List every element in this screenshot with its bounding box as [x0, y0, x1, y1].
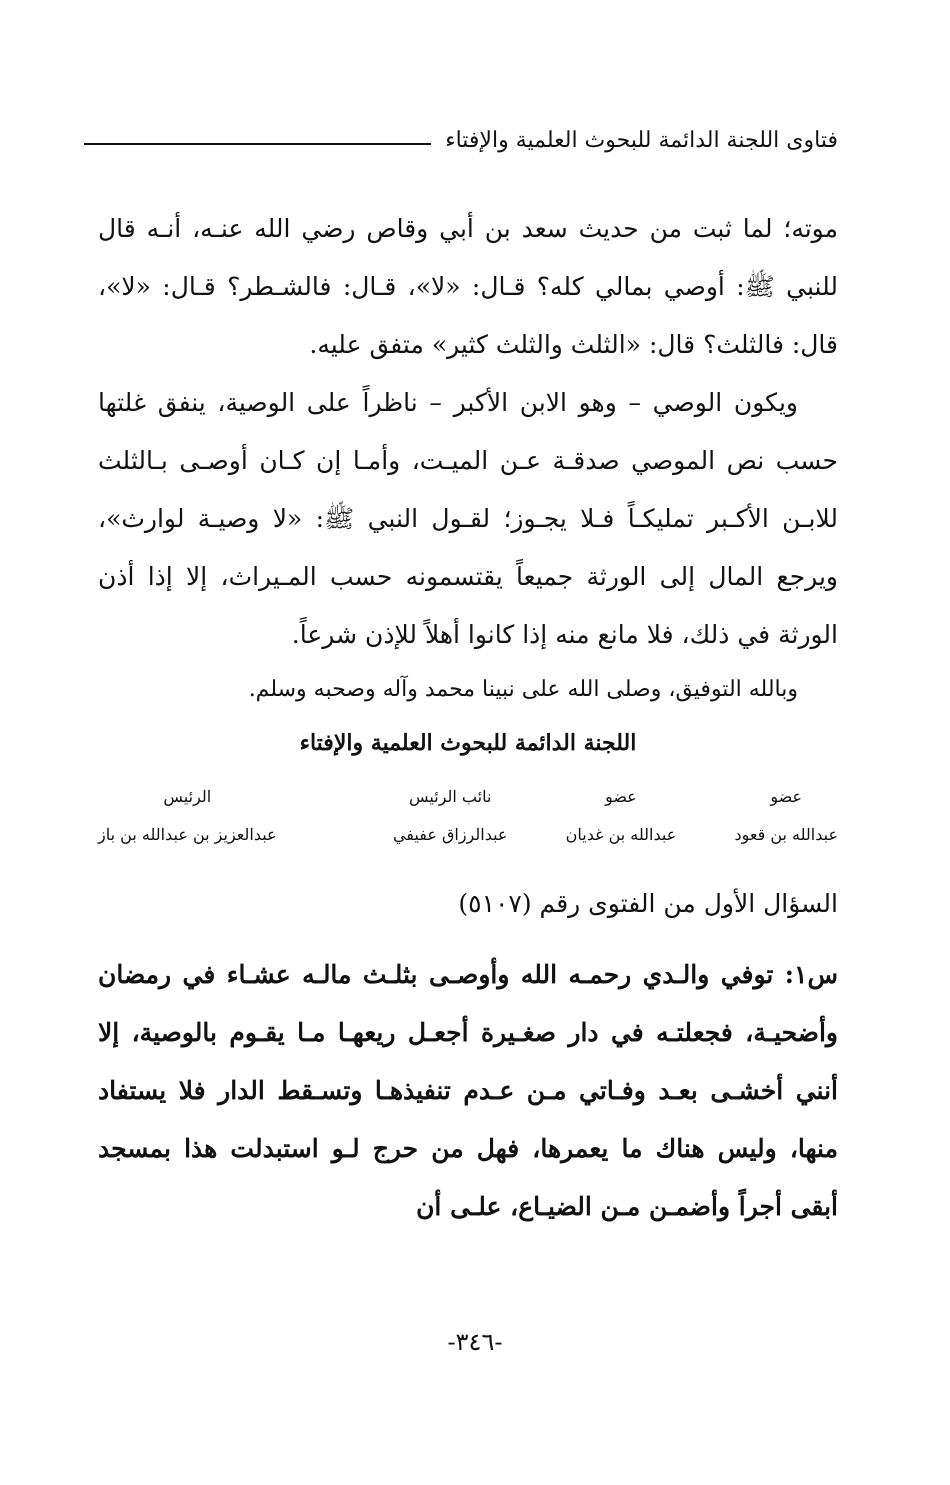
page-number: -٣٤٦- [447, 1328, 503, 1356]
signatory-role: عضو [605, 787, 637, 806]
signature-block [98, 778, 838, 854]
signatory-name: عبدالله بن قعود [734, 825, 838, 844]
paragraph-ruling: ويكون الوصي – وهو الابن الأكبر – ناظراً على الوصية، ينفق غلتها حسب نص الموصي صدقـة عـن الميـت، وأمـا إن كـان أوصـى بـالثلث للابـن الأكـبر تمليكـاً فـلا يجـوز؛ لقـول النبي ﷺ: «لا وصيـة لوارث»، ويرجع المال إلى الورثة جميعاً يقتسمونه حسب المـيراث، إلا إذا أذن الورثة في ذلك، فلا مانع منه إذا كانوا أهلاً للإذن شرعاً. [98, 388, 838, 649]
page-body [98, 200, 838, 1236]
signatory-role: نائب الرئيس [409, 787, 492, 806]
signatory-name: عبدالرزاق عفيفي [392, 825, 508, 844]
closing-formula: وبالله التوفيق، وصلى الله على نبينا محمد وآله وصحبه وسلم. [248, 677, 798, 702]
paragraph-hadith: موته؛ لما ثبت من حديث سعد بن أبي وقاص رضي الله عنـه، أنـه قال للنبي ﷺ: أوصي بمالي كله؟ قـال: «لا»، قـال: فالشـطر؟ قـال: «لا»، قال: فالثلث؟ قال: «الثلث والثلث كثير» متفق عليه. [98, 214, 838, 359]
header-rule [84, 143, 431, 145]
committee-title: اللجنة الدائمة للبحوث العلمية والإفتاء [299, 730, 637, 756]
header-title: فتاوى اللجنة الدائمة للبحوث العلمية والإفتاء [445, 127, 838, 153]
signatory-role: عضو [770, 787, 803, 806]
running-header [84, 118, 838, 162]
signatory-name: عبدالعزيز بن عبدالله بن باز [98, 825, 277, 844]
signatory-name: عبدالله بن غديان [565, 825, 677, 844]
question-text: س١: توفي والـدي رحمـه الله وأوصـى بثلـث مالـه عشـاء في رمضان وأضحيـة، فجعلتـه في دار صغـيرة أجعـل ريعهـا مـا يقـوم بالوصية، إلا أنني أخشـى بعـد وفـاتي مـن عـدم تنفيذهـا وتسـقط الدار فلا يستفاد منها، وليس هناك ما يعمرها، فهل من حرج لـو استبدلت هذا بمسجد أبقى أجراً وأضمـن مـن الضيـاع، علـى أن [98, 960, 838, 1221]
signatory-role: الرئيس [163, 787, 212, 806]
fatwa-heading: السؤال الأول من الفتوى رقم (٥١٠٧) [458, 889, 838, 918]
